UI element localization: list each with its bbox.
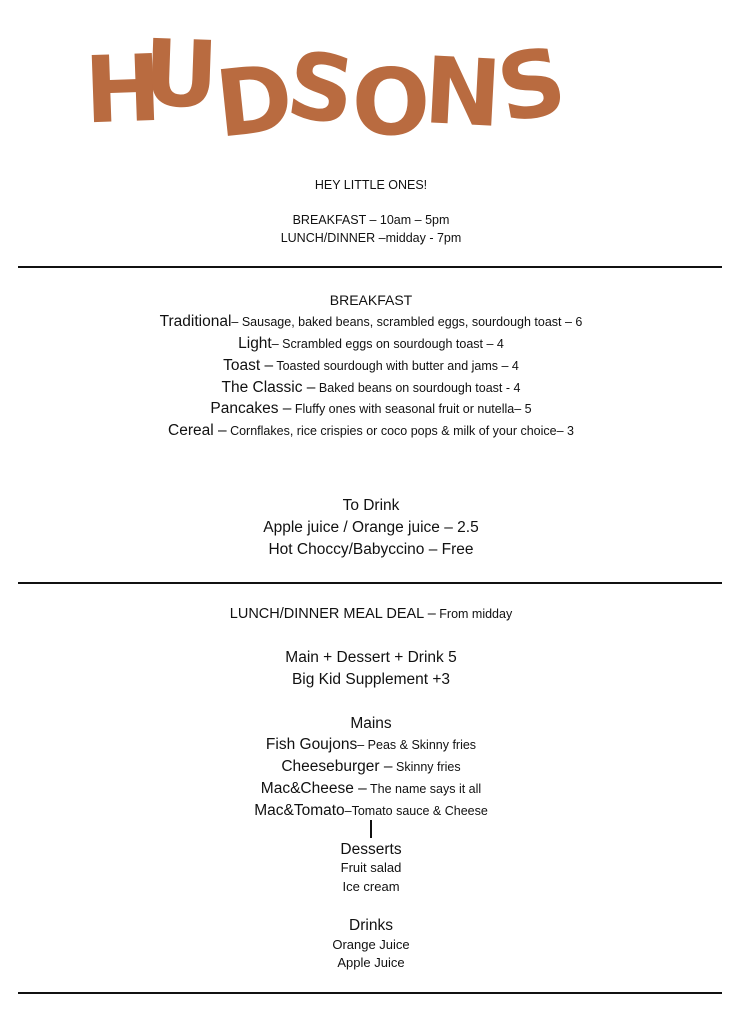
item-desc: Cornflakes, rice crispies or coco pops & milk of your choice– 3 bbox=[226, 424, 574, 438]
lunch-hours: LUNCH/DINNER –midday - 7pm bbox=[280, 231, 462, 245]
text-cursor bbox=[370, 820, 372, 838]
svg-text:U: U bbox=[141, 19, 221, 130]
item-desc: Skinny fries bbox=[392, 760, 461, 774]
item-desc: Fluffy ones with seasonal fruit or nutella– 5 bbox=[291, 402, 532, 416]
item-desc: The name says it all bbox=[366, 782, 482, 796]
divider bbox=[18, 582, 722, 584]
svg-text:S: S bbox=[489, 27, 574, 144]
svg-text:S: S bbox=[280, 30, 362, 147]
svg-text:H: H bbox=[82, 34, 164, 145]
drink-item: Apple juice / Orange juice – 2.5 bbox=[263, 519, 479, 536]
item-desc: – Sausage, baked beans, scrambled eggs, sourdough toast – 6 bbox=[231, 315, 583, 329]
menu-item bbox=[0, 335, 742, 353]
menu-item bbox=[0, 400, 742, 418]
item-name: Cheeseburger – bbox=[281, 758, 393, 775]
hudsons-logo bbox=[0, 0, 742, 160]
lunch-heading bbox=[0, 605, 742, 623]
item-desc: Toasted sourdough with butter and jams – 4 bbox=[273, 359, 519, 373]
menu-item bbox=[0, 802, 742, 820]
item-name: Cereal – bbox=[168, 422, 227, 439]
menu-item bbox=[0, 357, 742, 375]
breakfast-hours: BREAKFAST – 10am – 5pm bbox=[292, 213, 450, 227]
breakfast-heading: BREAKFAST bbox=[329, 292, 413, 308]
item-name: Pancakes – bbox=[210, 400, 292, 417]
drink-item: Apple Juice bbox=[337, 955, 405, 970]
lunch-heading-note: From midday bbox=[435, 607, 513, 621]
dessert-item: Fruit salad bbox=[340, 860, 402, 875]
item-desc: – Scrambled eggs on sourdough toast – 4 bbox=[271, 337, 504, 351]
drinks-heading: Drinks bbox=[349, 917, 393, 934]
menu-item bbox=[0, 313, 742, 331]
item-name: Fish Goujons bbox=[265, 736, 358, 753]
lunch-heading-title: LUNCH/DINNER MEAL DEAL – bbox=[229, 606, 436, 622]
item-desc: – Peas & Skinny fries bbox=[357, 738, 477, 752]
drink-item: Orange Juice bbox=[332, 937, 410, 952]
menu-item bbox=[0, 736, 742, 754]
menu-item bbox=[0, 379, 742, 397]
svg-text:N: N bbox=[421, 37, 505, 148]
drink-item: Hot Choccy/Babyccino – Free bbox=[268, 541, 474, 558]
desserts-heading: Desserts bbox=[340, 841, 402, 858]
divider bbox=[18, 266, 722, 268]
item-name: The Classic – bbox=[221, 379, 316, 396]
dessert-item: Ice cream bbox=[342, 879, 400, 894]
svg-text:D: D bbox=[210, 44, 298, 159]
svg-text:O: O bbox=[351, 49, 431, 156]
item-desc: Baked beans on sourdough toast - 4 bbox=[315, 381, 521, 395]
divider bbox=[18, 992, 722, 994]
item-name: Mac&Cheese – bbox=[260, 780, 367, 797]
item-name: Traditional bbox=[159, 313, 232, 330]
item-desc: –Tomato sauce & Cheese bbox=[344, 804, 488, 818]
item-name: Mac&Tomato bbox=[254, 802, 345, 819]
mains-heading: Mains bbox=[350, 715, 392, 732]
item-name: Light bbox=[238, 335, 272, 352]
item-name: Toast – bbox=[223, 357, 274, 374]
menu-item bbox=[0, 758, 742, 776]
big-kid-supplement: Big Kid Supplement +3 bbox=[291, 671, 451, 688]
menu-item bbox=[0, 422, 742, 440]
greeting: HEY LITTLE ONES! bbox=[314, 178, 428, 192]
menu-item bbox=[0, 780, 742, 798]
to-drink-heading: To Drink bbox=[342, 497, 400, 514]
meal-deal: Main + Dessert + Drink 5 bbox=[285, 649, 457, 666]
